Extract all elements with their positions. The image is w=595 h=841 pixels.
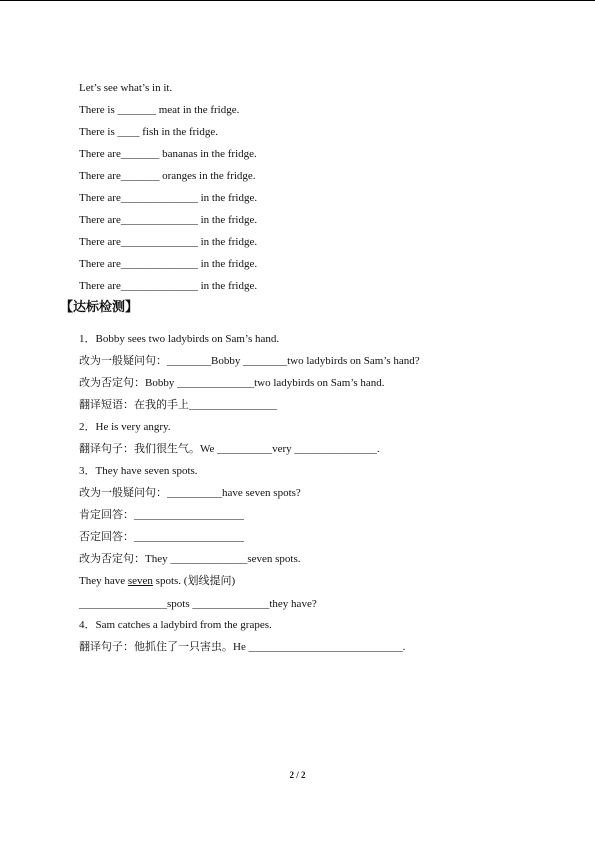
question-3-e-suffix: spots. (划线提问) (152, 575, 236, 587)
text-line: There are______________ in the fridge. (79, 192, 258, 204)
text-line: There are______________ in the fridge. (79, 258, 258, 270)
question-2-a: 翻译句子：我们很生气。We __________very _______________. (79, 443, 380, 455)
text-line: There are______________ in the fridge. (79, 236, 258, 248)
text-line: There are_______ bananas in the fridge. (79, 148, 257, 160)
question-1-c: 翻译短语：在我的手上________________ (79, 399, 277, 411)
text-line: There are_______ oranges in the fridge. (79, 170, 256, 182)
question-3: 3．They have seven spots. (79, 465, 198, 477)
question-3-e-prefix: They have (79, 575, 128, 587)
text-line: There is _______ meat in the fridge. (79, 104, 240, 116)
question-4-a: 翻译句子：他抓住了一只害虫。He ____________________________. (79, 641, 406, 653)
page-number: 2 / 2 (289, 770, 306, 780)
section-heading: 【达标检测】 (60, 300, 139, 315)
question-3-c: 否定回答：____________________ (79, 531, 244, 543)
question-3-d: 改为否定句：They ______________seven spots. (79, 553, 301, 565)
question-1: 1．Bobby sees two ladybirds on Sam’s hand. (79, 333, 280, 345)
question-1-a: 改为一般疑问句：________Bobby ________two ladybirds on Sam’s hand? (79, 355, 420, 367)
text-line: Let’s see what’s in it. (79, 82, 173, 94)
page-top-rule (0, 0, 595, 1)
underlined-word: seven (127, 575, 153, 587)
text-line: There is ____ fish in the fridge. (79, 126, 218, 138)
question-2: 2．He is very angry. (79, 421, 171, 433)
question-1-b: 改为否定句：Bobby ______________two ladybirds on Sam’s hand. (79, 377, 385, 389)
text-line: There are______________ in the fridge. (79, 280, 258, 292)
question-3-e (79, 574, 235, 588)
question-4: 4．Sam catches a ladybird from the grapes. (79, 619, 272, 631)
text-line: There are______________ in the fridge. (79, 214, 258, 226)
question-3-f: ________________spots ______________they have? (79, 598, 317, 610)
question-3-b: 肯定回答：____________________ (79, 509, 244, 521)
question-3-a: 改为一般疑问句：__________have seven spots? (79, 487, 301, 499)
